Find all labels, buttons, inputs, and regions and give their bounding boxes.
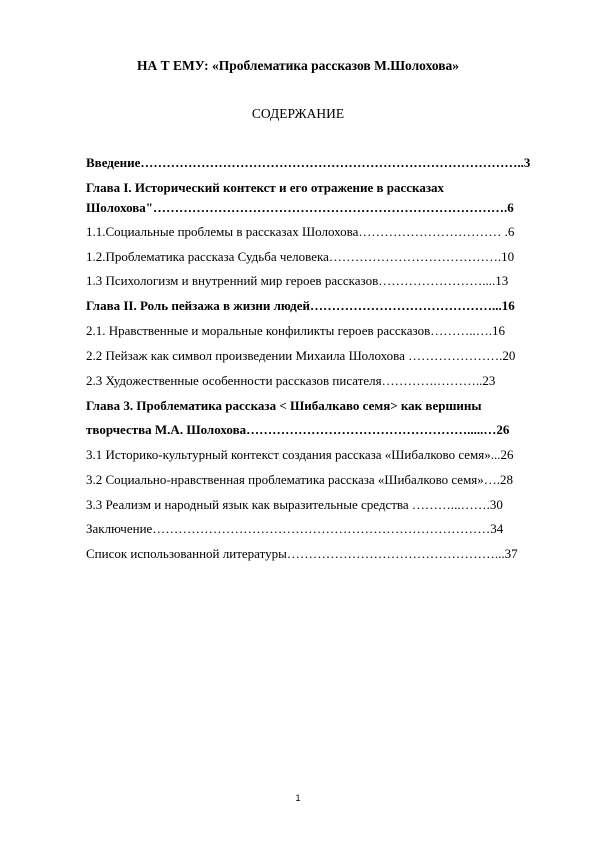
toc-entry: 2.1. Нравственные и моральные конфиликты героев рассказов………..….16 (86, 323, 506, 338)
toc-entry: 1.1.Социальные проблемы в рассказах Шолохова…………………………… .6 (86, 224, 515, 239)
toc-entry: 1.3 Психологизм и внутренний мир героев рассказов……………………....13 (86, 273, 509, 288)
toc-entry: Шолохова"……………………………………………………………………….6 (86, 200, 514, 215)
toc-entry: Введение……………………………………………………………………………..3 (86, 155, 531, 170)
toc-entry: творчества М.А. Шолохова…………………………………………….....…26 (86, 422, 510, 437)
toc-entry: Заключение……………………………………………………………………34 (86, 521, 504, 536)
toc-entry: 3.3 Реализм и народный язык как выразительные средства ………...…….30 (86, 497, 503, 512)
toc-entry: Глава II. Роль пейзажа в жизни людей……………………………………...16 (86, 298, 515, 313)
toc-entry: Глава 3. Проблематика рассказа < Шибалкаво семя> как вершины (86, 398, 482, 413)
toc-entry: 2.3 Художественные особенности рассказов писателя………….………..23 (86, 373, 496, 388)
toc-entry: 1.2.Проблематика рассказа Судьба человека………………………………….10 (86, 249, 515, 264)
document-topic: НА Т ЕМУ: «Проблематика рассказов М.Шолохова» (136, 58, 460, 73)
toc-entry: 3.2 Социально-нравственная проблематика рассказа «Шибалково семя»….28 (86, 472, 514, 487)
toc-entry: 2.2 Пейзаж как символ произведении Михаила Шолохова ………………….20 (86, 348, 516, 363)
toc-heading: СОДЕРЖАНИЕ (251, 106, 345, 121)
toc-entry: 3.1 Историко-культурный контекст создания рассказа «Шибалково семя»...26 (86, 447, 514, 462)
toc-entry: Список использованной литературы…………………………………………...37 (86, 546, 518, 561)
toc-entry: Глава I. Исторический контекст и его отражение в рассказах (86, 180, 445, 195)
page-number: 1 (295, 793, 301, 803)
